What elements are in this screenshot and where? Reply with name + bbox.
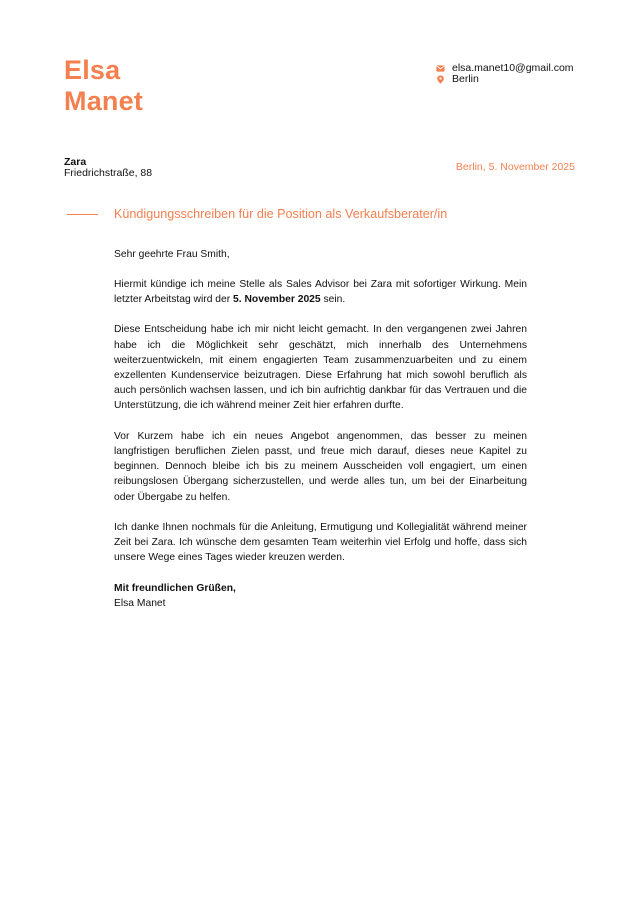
city-text: Berlin — [452, 73, 479, 85]
paragraph-1-text-b: sein. — [320, 294, 346, 305]
city-row — [436, 74, 574, 85]
paragraph-3: Vor Kurzem habe ich ein neues Angebot angenommen, das besser zu meinen langfristigen beruflichen Zielen passt, und freue mich darauf, dieses neue Kapitel zu beginnen. Dennoch bleibe ich bis zu meinem Ausscheiden voll engagiert, um einen reibungslosen Übergang sicherzustellen, und werde alles tun, um bei der Einarbeitung oder Übergabe zu helfen. — [114, 430, 527, 503]
paragraph-1-text-a: Hiermit kündige ich meine Stelle als Sales Advisor bei Zara mit sofortiger Wirkung. Mein letzter Arbeitstag wird der — [114, 278, 527, 305]
sender-last-name: Manet — [64, 86, 144, 116]
email-text[interactable]: elsa.manet10@gmail.com — [452, 62, 574, 74]
closing: Mit freundlichen Grüßen, — [114, 582, 236, 594]
contact-info — [436, 63, 574, 85]
letter-body — [114, 247, 527, 611]
paragraph-4: Ich danke Ihnen nochmals für die Anleitung, Ermutigung und Kollegialität während meiner Zeit bei Zara. Ich wünsche dem gesamten Team weiterhin viel Erfolg und hoffe, dass sich unsere Wege eines Tages wieder kreuzen werden. — [114, 522, 527, 564]
paragraph-1 — [114, 277, 527, 307]
subject-accent-line — [67, 214, 98, 215]
envelope-icon — [436, 64, 445, 73]
signature-name: Elsa Manet — [114, 598, 166, 609]
last-day-date: 5. November 2025 — [233, 294, 321, 305]
salutation: Sehr geehrte Frau Smith, — [114, 249, 230, 260]
location-pin-icon — [436, 75, 445, 84]
sender-first-name: Elsa — [64, 55, 121, 85]
sender-name — [64, 55, 143, 117]
place-date: Berlin, 5. November 2025 — [455, 161, 575, 173]
paragraph-2: Diese Entscheidung habe ich mir nicht leicht gemacht. In den vergangenen zwei Jahren habe ich die Möglichkeit sehr geschätzt, mich innerhalb des Unternehmens weiterzuentwickeln, mit einem engagierten Team zusammenzuarbeiten und zu einem exzellenten Kundenservice beizutragen. Diese Erfahrung hat mich sowohl beruflich als auch persönlich wachsen lassen, und ich bin aufrichtig dankbar für das Vertrauen und die Unterstützung, die ich während meiner Zeit hier erfahren durfte. — [114, 324, 527, 412]
letter-subject: Kündigungsschreiben für die Position als Verkaufsberater/in — [114, 207, 448, 221]
recipient-address: Friedrichstraße, 88 — [64, 167, 153, 179]
recipient-block — [64, 157, 152, 179]
recipient-company: Zara — [64, 156, 87, 168]
